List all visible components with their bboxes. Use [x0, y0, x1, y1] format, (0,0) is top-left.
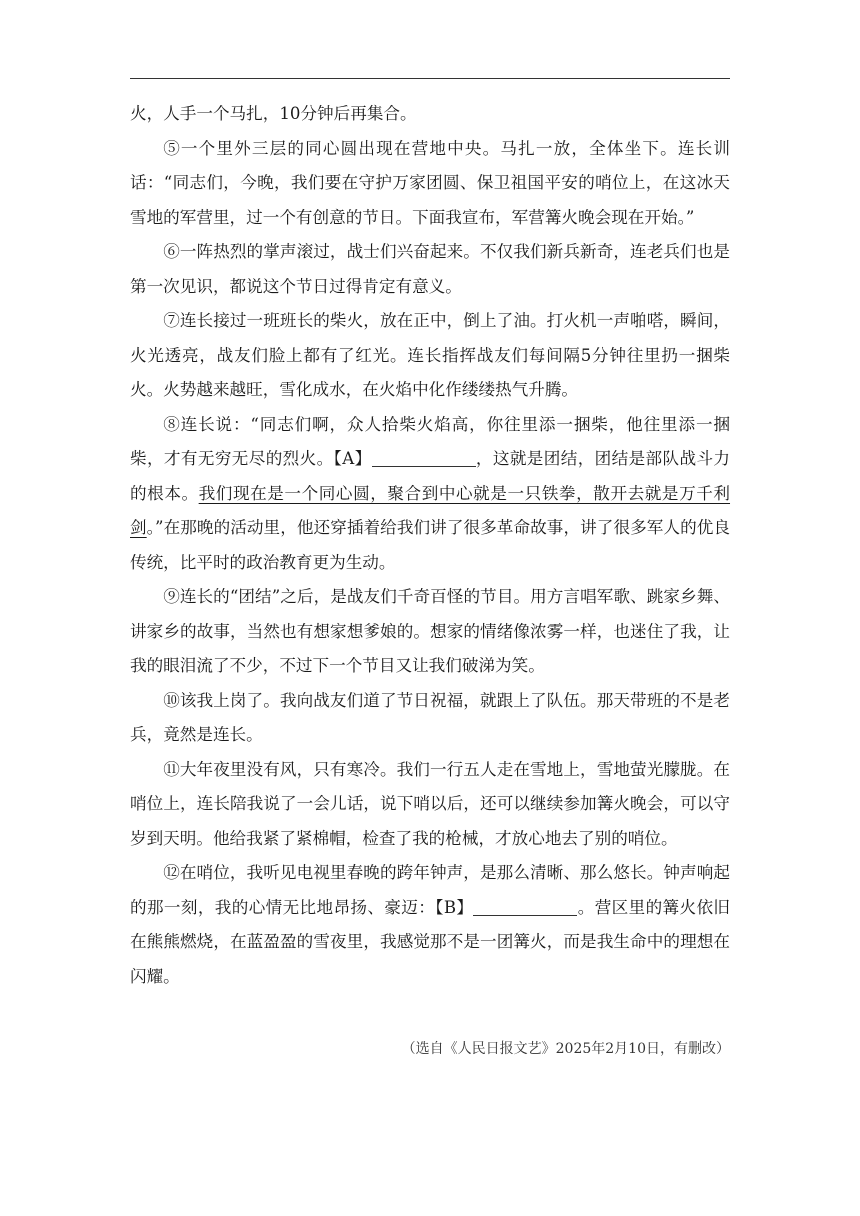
paragraph-6: ⑥一阵热烈的掌声滚过，战士们兴奋起来。不仅我们新兵新奇，连老兵们也是第一次见识，都说这个节日过得肯定有意义。	[130, 242, 730, 296]
paragraph-12-part-a: ⑫在哨位，我听见电视里春晚的跨年钟声，是那么清晰、那么悠长。钟声响起的那一刻，我的心情无比地昂扬、豪迈：【B】	[130, 863, 730, 917]
paragraph-12	[130, 856, 730, 994]
paragraph-12-part-b: 。营区里的篝火依旧在熊熊燃烧，在蓝盈盈的雪夜里，我感觉那不是一团篝火，而是我生命中的理想在闪耀。	[130, 897, 730, 986]
paragraph-5: ⑤一个里外三层的同心圆出现在营地中央。马扎一放，全体坐下。连长训话：“同志们，今晚，我们要在守护万家团圆、保卫祖国平安的哨位上，在这冰天雪地的军营里，过一个有创意的节日。下面我宣布，军营篝火晚会现在开始。”	[130, 138, 730, 227]
paragraph-8	[130, 408, 730, 581]
blank-b[interactable]	[473, 897, 577, 916]
underlined-sentence: 我们现在是一个同心圆，聚合到中心就是一只铁拳，散开去就是万千利剑	[130, 483, 731, 537]
paragraph-11: ⑪大年夜里没有风，只有寒冷。我们一行五人走在雪地上，雪地萤光朦胧。在哨位上，连长陪我说了一会儿话，说下哨以后，还可以继续参加篝火晚会，可以守岁到天明。他给我紧了紧棉帽，检查了我的枪械，才放心地去了别的哨位。	[130, 759, 730, 848]
paragraph-8-part-a: ⑧连长说：“同志们啊，众人拾柴火焰高，你往里添一捆柴，他往里添一捆柴，才有无穷无尽的烈火。【A】	[130, 414, 730, 468]
paragraph-9: ⑨连长的“团结”之后，是战友们千奇百怪的节目。用方言唱军歌、跳家乡舞、讲家乡的故事，当然也有想家想爹娘的。想家的情绪像浓雾一样，也迷住了我，让我的眼泪流了不少，不过下一个节目又让我们破涕为笑。	[130, 587, 730, 675]
article-body	[130, 97, 730, 994]
source-citation: （选自《人民日报文艺》2025年2月10日，有删改）	[401, 1041, 730, 1057]
paragraph-10: ⑩该我上岗了。我向战友们道了节日祝福，就跟上了队伍。那天带班的不是老兵，竟然是连长。	[130, 690, 730, 744]
paragraph-4-continuation: 火，人手一个马扎，10分钟后再集合。	[130, 104, 417, 123]
paragraph-8-part-c: 。”在那晚的活动里，他还穿插着给我们讲了很多革命故事，讲了很多军人的优良传统，比平时的政治教育更为生动。	[130, 518, 731, 572]
blank-a[interactable]	[372, 448, 476, 467]
paragraph-7: ⑦连长接过一班班长的柴火，放在正中，倒上了油。打火机一声啪嗒，瞬间，火光透亮，战友们脸上都有了红光。连长指挥战友们每间隔5分钟往里扔一捆柴火。火势越来越旺，雪化成水，在火焰中化作缕缕热气升腾。	[130, 311, 730, 399]
header-rule	[130, 78, 730, 79]
paragraph-8-part-b: ，这就是团结，团结是部队战斗力的根本。	[130, 449, 730, 503]
